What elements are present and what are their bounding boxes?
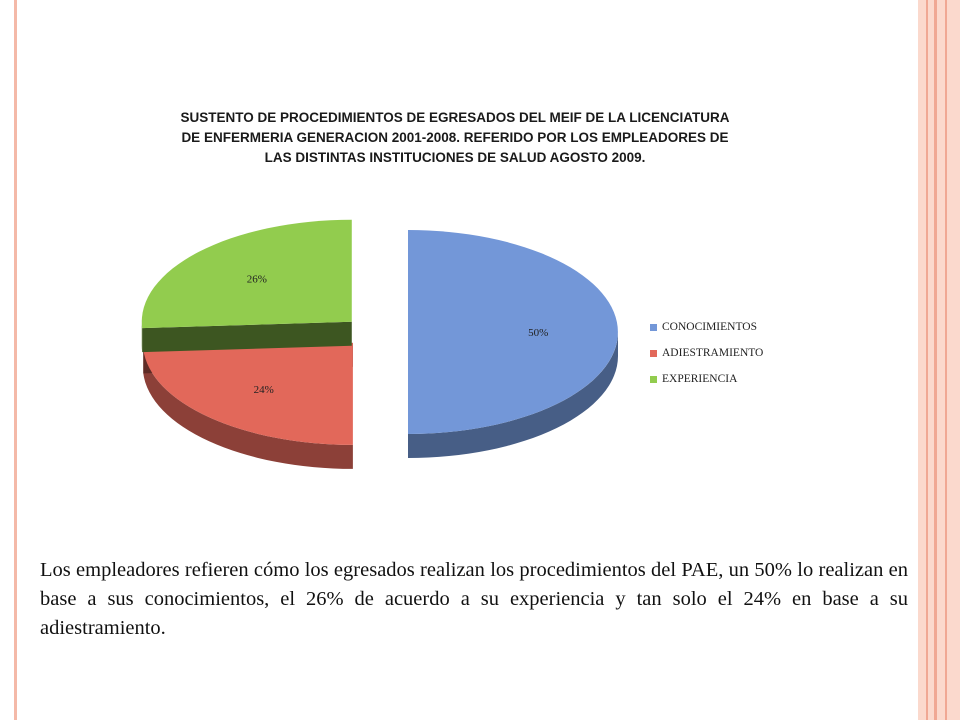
slide-caption: Los empleadores refieren cómo los egresados realizan los procedimientos del PAE, un 50% lo realizan en base a sus conocimientos, el 26% de acuerdo a su experiencia y tan solo el 24% en base a su adiestramiento.: [40, 559, 908, 639]
pie-data-label: 50%: [528, 327, 549, 339]
legend-swatch: [650, 376, 657, 383]
pie-slice-adiestramiento: [143, 343, 353, 469]
legend-swatch: [650, 350, 657, 357]
legend-label: EXPERIENCIA: [662, 373, 738, 385]
legend-item-conocimientos: [650, 314, 763, 340]
legend-swatch: [650, 324, 657, 331]
legend-label: CONOCIMIENTOS: [662, 321, 757, 333]
chart-legend: [650, 314, 763, 392]
pie-slice-conocimientos: [408, 230, 618, 458]
chart-title: SUSTENTO DE PROCEDIMIENTOS DE EGRESADOS DEL MEIF DE LA LICENCIATURA DE ENFERMERIA GENERACION 2001-2008. REFERIDO POR LOS EMPLEADORES DE LAS DISTINTAS INSTITUCIONES DE SALUD AGOSTO 2009.: [180, 110, 730, 165]
pie-data-label: 24%: [253, 384, 274, 397]
legend-label: ADIESTRAMIENTO: [662, 347, 764, 359]
pie-slice-experiencia: [142, 220, 352, 352]
legend-item-experiencia: [650, 366, 763, 392]
legend-item-adiestramiento: [650, 340, 763, 366]
pie-data-label: 26%: [246, 273, 267, 286]
